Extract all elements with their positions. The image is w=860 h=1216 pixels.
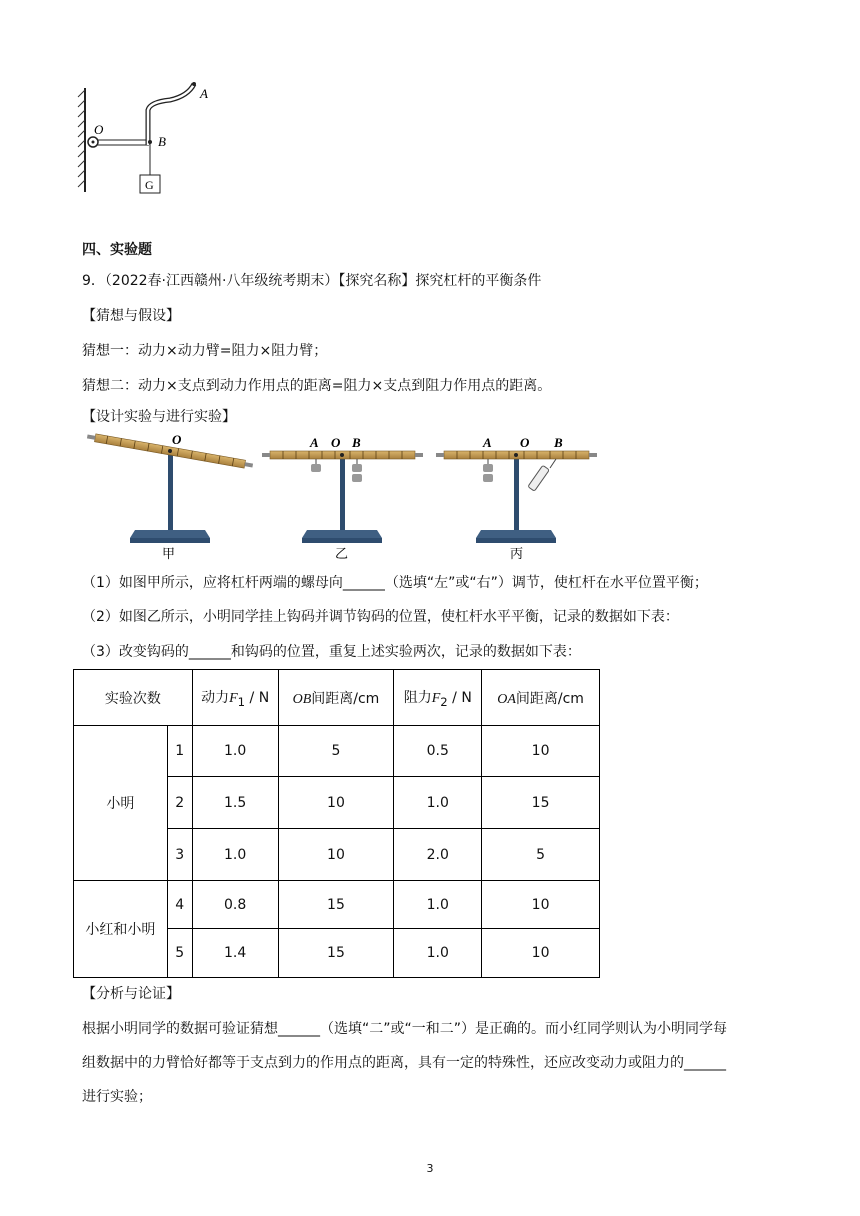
cell-n: 3: [167, 829, 192, 881]
step-two: （2）如图乙所示，小明同学挂上钩码并调节钩码的位置，使杠杆水平平衡，记录的数据如下表：: [82, 609, 679, 625]
section-title: 四、实验题: [82, 242, 152, 258]
cell-oa: 15: [482, 777, 600, 829]
group-name: 小明: [74, 726, 168, 881]
cell-ob: 5: [278, 726, 394, 777]
cell-n: 1: [167, 726, 192, 777]
cell-f1: 1.4: [192, 929, 278, 978]
step-one: （1）如图甲所示，应将杠杆两端的螺母向______（选填“左”或“右”）调节，使杠杆在水平位置平衡；: [82, 575, 708, 591]
analysis-line-1: 根据小明同学的数据可验证猜想______（选填“二”或“一和二”）是正确的。而小红同学则认为小明同学每: [82, 1021, 728, 1037]
table-row: [74, 881, 600, 929]
fig-bing-label-O: O: [520, 435, 530, 450]
table-header-row: [74, 670, 600, 726]
header-oa: OA间距离/cm: [482, 670, 600, 726]
cell-ob: 15: [278, 929, 394, 978]
cell-f1: 1.0: [192, 829, 278, 881]
fig-yi-label-B: B: [352, 435, 361, 450]
analysis-line-3: 进行实验；: [82, 1089, 152, 1105]
fig-jia-label-O: O: [172, 432, 182, 447]
group-name: 小红和小明: [74, 881, 168, 978]
cell-oa: 10: [482, 929, 600, 978]
design-heading: 【设计实验与进行实验】: [82, 409, 236, 425]
fig-yi-label-A: A: [310, 435, 319, 450]
analysis-line-2: 组数据中的力臂恰好都等于支点到力的作用点的距离，具有一定的特殊性，还应改变动力或阻力的______: [82, 1055, 726, 1071]
header-ob: OB间距离/cm: [278, 670, 394, 726]
caption-jia: 甲: [162, 547, 176, 562]
step-three: （3）改变钩码的______和钩码的位置，重复上述实验两次，记录的数据如下表：: [82, 644, 581, 660]
label-G: G: [145, 178, 154, 192]
header-f1: 动力$F_1$ / N: [192, 670, 278, 726]
hypothesis-heading: 【猜想与假设】: [82, 308, 180, 324]
cell-n: 2: [167, 777, 192, 829]
cell-oa: 10: [482, 881, 600, 929]
cell-n: 5: [167, 929, 192, 978]
cell-ob: 10: [278, 777, 394, 829]
label-B: B: [158, 134, 166, 149]
analysis-heading: 【分析与论证】: [82, 986, 180, 1002]
cell-f1: 1.5: [192, 777, 278, 829]
caption-yi: 乙: [335, 547, 349, 562]
guess-one: 猜想一：动力×动力臂=阻力×阻力臂；: [82, 343, 328, 359]
cell-f1: 1.0: [192, 726, 278, 777]
cell-oa: 10: [482, 726, 600, 777]
label-A: A: [200, 86, 208, 101]
fig-yi-label-O: O: [331, 435, 341, 450]
header-trials: 实验次数: [74, 670, 193, 726]
data-table: [73, 669, 600, 978]
guess-two: 猜想二：动力×支点到动力作用点的距离=阻力×支点到阻力作用点的距离。: [82, 378, 552, 394]
cell-f2: 2.0: [394, 829, 482, 881]
cell-ob: 10: [278, 829, 394, 881]
lever-experiment-figures: [80, 430, 610, 565]
fig-bing-label-A: A: [483, 435, 492, 450]
cell-f2: 1.0: [394, 929, 482, 978]
cell-ob: 15: [278, 881, 394, 929]
table-row: [74, 726, 600, 777]
question-number-source: 9．（2022春·江西赣州·八年级统考期末）【探究名称】探究杠杆的平衡条件: [82, 273, 542, 289]
figure-bing: [436, 435, 597, 562]
cell-f2: 1.0: [394, 881, 482, 929]
header-f2: 阻力$F_2$ / N: [394, 670, 482, 726]
fig-bing-label-B: B: [554, 435, 563, 450]
label-O: O: [94, 122, 104, 137]
cell-f1: 0.8: [192, 881, 278, 929]
figure-yi: [262, 435, 423, 562]
caption-bing: 丙: [510, 547, 524, 562]
cell-oa: 5: [482, 829, 600, 881]
cell-f2: 0.5: [394, 726, 482, 777]
page-number: 3: [426, 1162, 434, 1175]
cell-f2: 1.0: [394, 777, 482, 829]
lever-figure-top: [70, 80, 220, 200]
figure-jia: [87, 432, 254, 562]
cell-n: 4: [167, 881, 192, 929]
